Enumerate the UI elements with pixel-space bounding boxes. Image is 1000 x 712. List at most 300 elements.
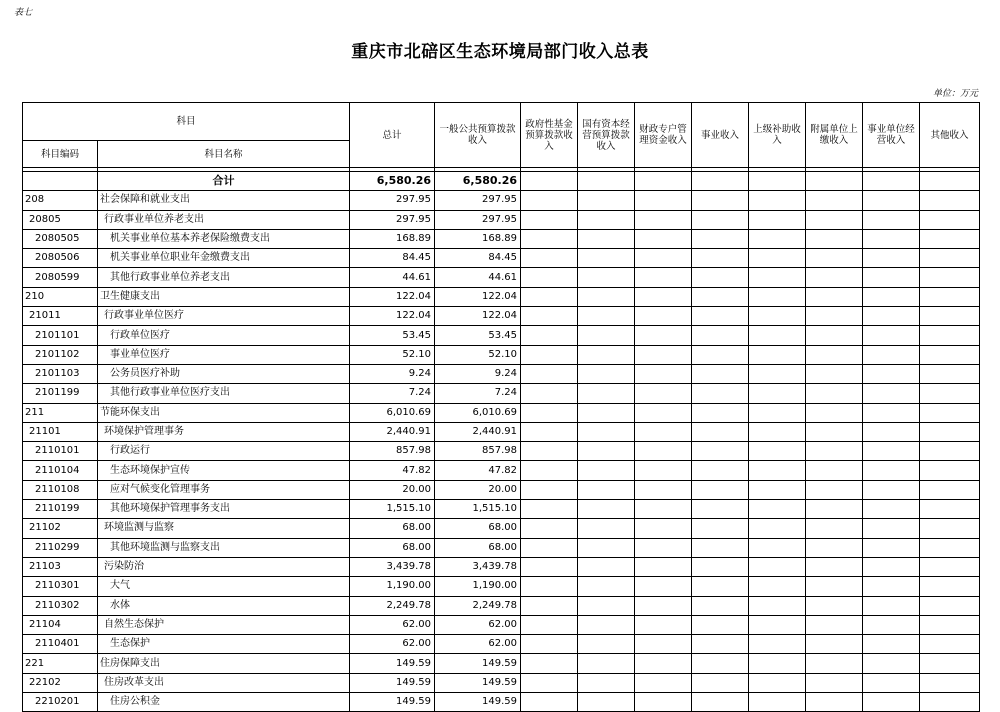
row-total: 53.45 xyxy=(350,326,435,345)
empty-cell xyxy=(521,480,578,499)
table-row xyxy=(23,384,980,403)
row-code: 2101102 xyxy=(23,345,98,364)
income-summary-table xyxy=(22,102,980,712)
row-code: 2080506 xyxy=(23,249,98,268)
header-subject-name: 科目名称 xyxy=(98,141,350,168)
empty-cell xyxy=(578,615,635,634)
empty-cell xyxy=(806,635,863,654)
empty-cell xyxy=(692,307,749,326)
empty-cell xyxy=(749,287,806,306)
row-general-budget: 7.24 xyxy=(435,384,521,403)
empty-cell xyxy=(749,268,806,287)
empty-cell xyxy=(692,557,749,576)
empty-cell xyxy=(521,422,578,441)
row-total: 1,515.10 xyxy=(350,500,435,519)
empty-cell xyxy=(578,422,635,441)
empty-cell xyxy=(521,384,578,403)
empty-cell xyxy=(578,519,635,538)
empty-cell xyxy=(863,268,920,287)
empty-cell xyxy=(521,442,578,461)
empty-cell xyxy=(578,403,635,422)
empty-cell xyxy=(863,422,920,441)
empty-cell xyxy=(635,191,692,210)
empty-cell xyxy=(521,461,578,480)
row-total: 297.95 xyxy=(350,191,435,210)
empty-cell xyxy=(749,519,806,538)
empty-cell xyxy=(578,326,635,345)
empty-cell xyxy=(806,538,863,557)
empty-cell xyxy=(920,442,980,461)
empty-cell xyxy=(806,615,863,634)
table-row xyxy=(23,519,980,538)
empty-cell xyxy=(635,403,692,422)
header-fiscal-account: 财政专户管理资金收入 xyxy=(635,103,692,168)
header-total: 总计 xyxy=(350,103,435,168)
row-name: 自然生态保护 xyxy=(98,615,350,634)
row-total: 149.59 xyxy=(350,654,435,673)
empty-cell xyxy=(635,345,692,364)
row-total: 122.04 xyxy=(350,307,435,326)
empty-cell xyxy=(749,557,806,576)
empty-cell xyxy=(692,422,749,441)
empty-cell xyxy=(920,287,980,306)
empty-cell xyxy=(578,654,635,673)
empty-cell xyxy=(521,210,578,229)
empty-cell xyxy=(521,364,578,383)
row-general-budget: 2,440.91 xyxy=(435,422,521,441)
empty-cell xyxy=(749,654,806,673)
row-code: 21011 xyxy=(23,307,98,326)
empty-cell xyxy=(692,461,749,480)
row-general-budget: 1,515.10 xyxy=(435,500,521,519)
row-name: 其他环境保护管理事务支出 xyxy=(98,500,350,519)
empty-cell xyxy=(920,249,980,268)
empty-cell xyxy=(920,384,980,403)
empty-cell xyxy=(863,191,920,210)
empty-cell xyxy=(920,500,980,519)
row-general-budget: 2,249.78 xyxy=(435,596,521,615)
empty-cell xyxy=(806,422,863,441)
empty-cell xyxy=(692,596,749,615)
empty-cell xyxy=(635,364,692,383)
empty-cell xyxy=(692,210,749,229)
empty-cell xyxy=(920,229,980,248)
empty-cell xyxy=(749,461,806,480)
row-name: 行政单位医疗 xyxy=(98,326,350,345)
empty-cell xyxy=(521,249,578,268)
row-total: 44.61 xyxy=(350,268,435,287)
table-row xyxy=(23,210,980,229)
row-general-budget: 3,439.78 xyxy=(435,557,521,576)
empty-cell xyxy=(635,229,692,248)
unit-label: 单位：万元 xyxy=(932,89,978,99)
empty-cell xyxy=(920,191,980,210)
empty-cell xyxy=(920,557,980,576)
table-number-label: 表七 xyxy=(14,8,33,18)
empty-cell xyxy=(806,673,863,692)
row-total: 9.24 xyxy=(350,364,435,383)
empty-cell xyxy=(635,268,692,287)
empty-cell xyxy=(863,307,920,326)
row-total: 7.24 xyxy=(350,384,435,403)
row-general-budget: 149.59 xyxy=(435,673,521,692)
empty-cell xyxy=(920,635,980,654)
row-total: 297.95 xyxy=(350,210,435,229)
empty-cell xyxy=(920,326,980,345)
empty-cell xyxy=(521,191,578,210)
empty-cell xyxy=(635,519,692,538)
empty-cell xyxy=(863,596,920,615)
empty-cell xyxy=(635,673,692,692)
empty-cell xyxy=(692,364,749,383)
row-total: 68.00 xyxy=(350,538,435,557)
row-name: 机关事业单位职业年金缴费支出 xyxy=(98,249,350,268)
row-total: 3,439.78 xyxy=(350,557,435,576)
empty-cell xyxy=(863,249,920,268)
empty-cell xyxy=(749,384,806,403)
empty-cell xyxy=(863,326,920,345)
row-general-budget: 857.98 xyxy=(435,442,521,461)
row-general-budget: 84.45 xyxy=(435,249,521,268)
row-code: 2110302 xyxy=(23,596,98,615)
empty-cell xyxy=(920,615,980,634)
empty-cell xyxy=(806,210,863,229)
empty-cell xyxy=(806,307,863,326)
table-row xyxy=(23,654,980,673)
table-row xyxy=(23,268,980,287)
empty-cell xyxy=(920,422,980,441)
row-total: 47.82 xyxy=(350,461,435,480)
row-general-budget: 168.89 xyxy=(435,229,521,248)
empty-cell xyxy=(521,673,578,692)
empty-cell xyxy=(920,654,980,673)
table-row xyxy=(23,422,980,441)
empty-cell xyxy=(749,210,806,229)
row-general-budget: 53.45 xyxy=(435,326,521,345)
table-row xyxy=(23,345,980,364)
empty-cell xyxy=(578,249,635,268)
empty-cell xyxy=(863,673,920,692)
empty-cell xyxy=(692,654,749,673)
row-general-budget: 297.95 xyxy=(435,191,521,210)
total-general: 6,580.26 xyxy=(435,172,521,191)
empty-cell xyxy=(692,577,749,596)
empty-cell xyxy=(521,596,578,615)
empty-cell xyxy=(635,210,692,229)
empty-cell xyxy=(806,326,863,345)
empty-cell xyxy=(521,403,578,422)
empty-cell xyxy=(863,538,920,557)
empty-cell xyxy=(521,500,578,519)
empty-cell xyxy=(863,229,920,248)
empty-cell xyxy=(920,596,980,615)
table-row xyxy=(23,538,980,557)
empty-cell xyxy=(863,615,920,634)
empty-cell xyxy=(863,384,920,403)
empty-cell xyxy=(806,557,863,576)
row-code: 21104 xyxy=(23,615,98,634)
empty-cell xyxy=(578,635,635,654)
row-total: 2,440.91 xyxy=(350,422,435,441)
row-code: 2101103 xyxy=(23,364,98,383)
header-business-income: 事业收入 xyxy=(692,103,749,168)
row-total: 2,249.78 xyxy=(350,596,435,615)
empty-cell xyxy=(578,307,635,326)
row-name: 其他行政事业单位医疗支出 xyxy=(98,384,350,403)
empty-cell xyxy=(692,249,749,268)
row-code: 2080505 xyxy=(23,229,98,248)
row-general-budget: 20.00 xyxy=(435,480,521,499)
row-code: 210 xyxy=(23,287,98,306)
empty-cell xyxy=(578,500,635,519)
row-general-budget: 68.00 xyxy=(435,519,521,538)
table-row xyxy=(23,557,980,576)
row-general-budget: 47.82 xyxy=(435,461,521,480)
table-row xyxy=(23,326,980,345)
empty-cell xyxy=(578,229,635,248)
row-code: 221 xyxy=(23,654,98,673)
empty-cell xyxy=(578,673,635,692)
row-total: 6,010.69 xyxy=(350,403,435,422)
empty-cell xyxy=(863,442,920,461)
row-total: 149.59 xyxy=(350,673,435,692)
empty-cell xyxy=(863,635,920,654)
empty-cell xyxy=(692,229,749,248)
empty-cell xyxy=(692,635,749,654)
empty-cell xyxy=(521,307,578,326)
row-code: 2110101 xyxy=(23,442,98,461)
header-unit-operation: 事业单位经营收入 xyxy=(863,103,920,168)
empty-cell xyxy=(806,654,863,673)
row-general-budget: 52.10 xyxy=(435,345,521,364)
row-code: 208 xyxy=(23,191,98,210)
row-name: 住房公积金 xyxy=(98,693,350,712)
table-row xyxy=(23,364,980,383)
empty-cell xyxy=(635,596,692,615)
empty-cell xyxy=(578,538,635,557)
empty-cell xyxy=(920,519,980,538)
empty-cell xyxy=(635,480,692,499)
empty-cell xyxy=(692,403,749,422)
empty-cell xyxy=(863,461,920,480)
row-name: 住房改革支出 xyxy=(98,673,350,692)
empty-cell xyxy=(920,307,980,326)
empty-cell xyxy=(749,422,806,441)
empty-cell xyxy=(578,384,635,403)
row-total: 84.45 xyxy=(350,249,435,268)
empty-cell xyxy=(920,210,980,229)
row-total: 20.00 xyxy=(350,480,435,499)
empty-cell xyxy=(749,249,806,268)
empty-cell xyxy=(749,307,806,326)
total-sum: 6,580.26 xyxy=(350,172,435,191)
empty-cell xyxy=(806,384,863,403)
empty-cell xyxy=(521,615,578,634)
empty-cell xyxy=(920,403,980,422)
header-gov-fund: 政府性基金预算拨款收入 xyxy=(521,103,578,168)
row-code: 2110401 xyxy=(23,635,98,654)
row-total: 1,190.00 xyxy=(350,577,435,596)
empty-cell xyxy=(692,615,749,634)
row-code: 2080599 xyxy=(23,268,98,287)
row-code: 2110199 xyxy=(23,500,98,519)
empty-cell xyxy=(521,635,578,654)
header-subject-code: 科目编码 xyxy=(23,141,98,168)
empty-cell xyxy=(692,519,749,538)
row-name: 水体 xyxy=(98,596,350,615)
empty-cell xyxy=(806,403,863,422)
empty-cell xyxy=(863,519,920,538)
table-row xyxy=(23,615,980,634)
empty-cell xyxy=(521,345,578,364)
empty-cell xyxy=(692,442,749,461)
empty-cell xyxy=(863,577,920,596)
row-code: 2101199 xyxy=(23,384,98,403)
empty-cell xyxy=(749,596,806,615)
table-row xyxy=(23,287,980,306)
empty-cell xyxy=(749,229,806,248)
empty-cell xyxy=(692,384,749,403)
row-total: 62.00 xyxy=(350,635,435,654)
empty-cell xyxy=(578,596,635,615)
row-total: 149.59 xyxy=(350,693,435,712)
row-name: 机关事业单位基本养老保险缴费支出 xyxy=(98,229,350,248)
empty-cell xyxy=(635,500,692,519)
empty-cell xyxy=(806,577,863,596)
empty-cell xyxy=(749,500,806,519)
empty-cell xyxy=(806,268,863,287)
table-row xyxy=(23,307,980,326)
header-affiliated-unit: 附属单位上缴收入 xyxy=(806,103,863,168)
row-general-budget: 122.04 xyxy=(435,307,521,326)
empty-cell xyxy=(635,422,692,441)
row-general-budget: 68.00 xyxy=(435,538,521,557)
empty-cell xyxy=(806,364,863,383)
empty-cell xyxy=(578,345,635,364)
row-code: 21102 xyxy=(23,519,98,538)
table-row xyxy=(23,191,980,210)
row-name: 公务员医疗补助 xyxy=(98,364,350,383)
table-row xyxy=(23,403,980,422)
empty-cell xyxy=(692,326,749,345)
empty-cell xyxy=(806,596,863,615)
row-total: 857.98 xyxy=(350,442,435,461)
row-general-budget: 1,190.00 xyxy=(435,577,521,596)
empty-cell xyxy=(920,345,980,364)
row-code: 2110301 xyxy=(23,577,98,596)
row-general-budget: 9.24 xyxy=(435,364,521,383)
table-row xyxy=(23,596,980,615)
row-general-budget: 62.00 xyxy=(435,635,521,654)
empty-cell xyxy=(749,480,806,499)
empty-cell xyxy=(806,229,863,248)
row-name: 行政运行 xyxy=(98,442,350,461)
row-name: 其他环境监测与监察支出 xyxy=(98,538,350,557)
empty-cell xyxy=(806,500,863,519)
empty-cell xyxy=(635,635,692,654)
header-general-budget: 一般公共预算拨款收入 xyxy=(435,103,521,168)
row-code: 20805 xyxy=(23,210,98,229)
empty-cell xyxy=(635,249,692,268)
empty-cell xyxy=(521,229,578,248)
empty-cell xyxy=(749,538,806,557)
row-total: 168.89 xyxy=(350,229,435,248)
row-code: 22102 xyxy=(23,673,98,692)
empty-cell xyxy=(635,307,692,326)
empty-cell xyxy=(578,287,635,306)
empty-cell xyxy=(635,577,692,596)
empty-cell xyxy=(692,191,749,210)
empty-cell xyxy=(806,519,863,538)
empty-cell xyxy=(806,345,863,364)
row-total: 68.00 xyxy=(350,519,435,538)
table-row xyxy=(23,500,980,519)
row-general-budget: 149.59 xyxy=(435,654,521,673)
empty-cell xyxy=(521,268,578,287)
empty-cell xyxy=(806,249,863,268)
row-name: 行政事业单位养老支出 xyxy=(98,210,350,229)
empty-cell xyxy=(578,461,635,480)
row-code: 2110299 xyxy=(23,538,98,557)
empty-cell xyxy=(749,635,806,654)
row-total: 122.04 xyxy=(350,287,435,306)
empty-cell xyxy=(635,384,692,403)
total-row xyxy=(23,172,980,191)
total-label: 合计 xyxy=(98,172,350,191)
empty-cell xyxy=(749,615,806,634)
row-code: 211 xyxy=(23,403,98,422)
empty-cell xyxy=(863,364,920,383)
header-other-income: 其他收入 xyxy=(920,103,980,168)
row-name: 应对气候变化管理事务 xyxy=(98,480,350,499)
empty-cell xyxy=(749,326,806,345)
empty-cell xyxy=(920,577,980,596)
row-name: 污染防治 xyxy=(98,557,350,576)
row-name: 大气 xyxy=(98,577,350,596)
empty-cell xyxy=(635,461,692,480)
table-row xyxy=(23,249,980,268)
empty-cell xyxy=(521,287,578,306)
empty-cell xyxy=(521,654,578,673)
empty-cell xyxy=(578,480,635,499)
empty-cell xyxy=(749,403,806,422)
empty-cell xyxy=(578,210,635,229)
empty-cell xyxy=(806,461,863,480)
table-row xyxy=(23,577,980,596)
header-subject: 科目 xyxy=(23,103,350,141)
row-general-budget: 122.04 xyxy=(435,287,521,306)
row-general-budget: 297.95 xyxy=(435,210,521,229)
header-state-capital: 国有资本经营预算拨款收入 xyxy=(578,103,635,168)
row-code: 2110104 xyxy=(23,461,98,480)
empty-cell xyxy=(863,287,920,306)
empty-cell xyxy=(806,480,863,499)
empty-cell xyxy=(578,364,635,383)
empty-cell xyxy=(920,461,980,480)
empty-cell xyxy=(635,442,692,461)
empty-cell xyxy=(863,557,920,576)
row-general-budget: 149.59 xyxy=(435,693,521,712)
table-row xyxy=(23,442,980,461)
row-name: 行政事业单位医疗 xyxy=(98,307,350,326)
empty-cell xyxy=(578,577,635,596)
row-code: 2101101 xyxy=(23,326,98,345)
empty-cell xyxy=(749,191,806,210)
empty-cell xyxy=(692,500,749,519)
table-row xyxy=(23,480,980,499)
empty-cell xyxy=(692,538,749,557)
empty-cell xyxy=(863,500,920,519)
